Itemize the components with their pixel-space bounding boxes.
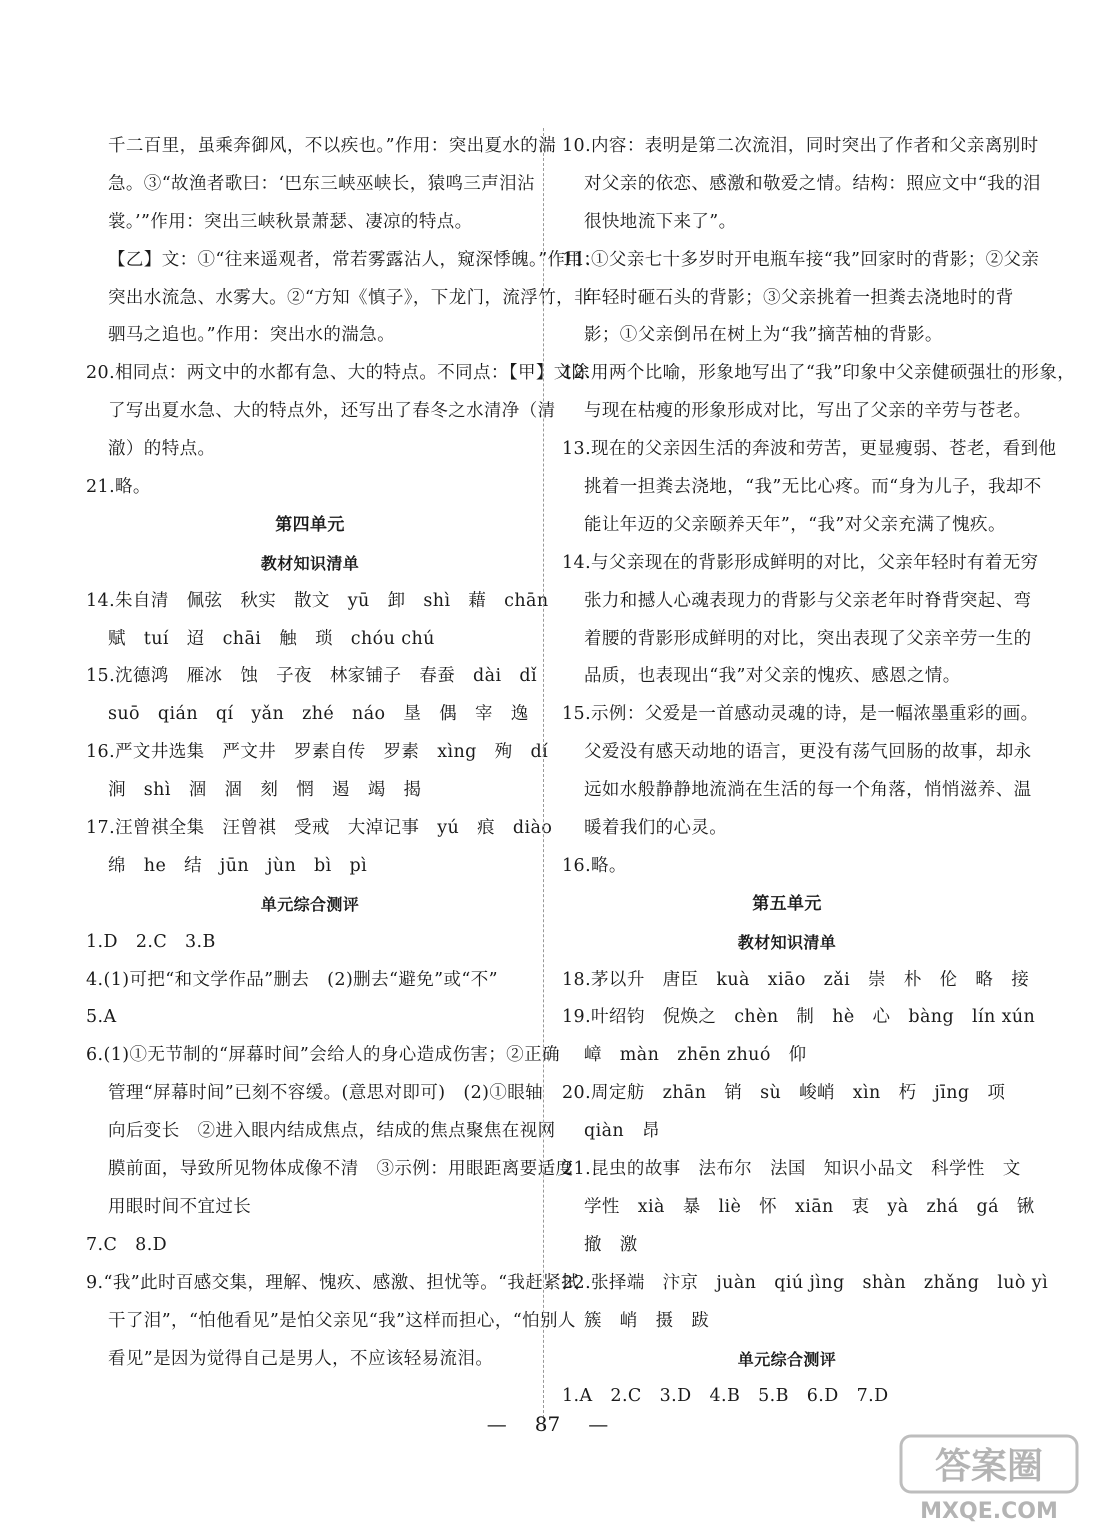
text-line: 20.相同点：两文中的水都有急、大的特点。不同点：【甲】文除	[86, 363, 590, 384]
text-line: 突出水流急、水雾大。②“方知《慎子》，下龙门，流浮竹，非	[108, 287, 592, 308]
text-line: 学性 xià 暴 liè 怀 xiān 衷 yà zhá gá 锹	[584, 1196, 1035, 1217]
text-line: 1.D 2.C 3.B	[86, 931, 216, 952]
column-divider	[543, 128, 545, 1428]
text-line: 驷马之追也。”作用：突出水的湍急。	[108, 325, 395, 346]
text-line: 11.①父亲七十多岁时开电瓶车接“我”回家时的背影；②父亲	[562, 249, 1040, 270]
text-line: 10.内容：表明是第二次流泪，同时突出了作者和父亲离别时	[562, 136, 1039, 156]
text-line: 6.(1)①无节制的“屏幕时间”会给人的身心造成伤害；②正确	[86, 1045, 560, 1066]
text-line: 挑着一担粪去浇地，“我”无比心疼。而“身为儿子，我却不	[584, 477, 1042, 498]
text-line: 赋 tuí 迢 chāi 触 琐 chóu chú	[108, 628, 435, 649]
text-line: 涧 shì 涸 涸 刻 惘 遏 竭 揭	[108, 780, 422, 801]
text-line: 15.示例：父爱是一首感动灵魂的诗，是一幅浓墨重彩的画。	[562, 704, 1039, 725]
text-line: 膜前面，导致所见物体成像不清 ③示例：用眼距离要适度	[108, 1159, 574, 1180]
text-line: 父爱没有感天动地的语言，更没有荡气回肠的故事，却永	[584, 742, 1032, 763]
text-line: 21.昆虫的故事 法布尔 法国 知识小品文 科学性 文	[562, 1159, 1021, 1180]
section-heading: 教材知识清单	[737, 932, 837, 952]
section-heading: 单元综合测评	[737, 1349, 837, 1369]
watermark-line1: 答案圈	[934, 1446, 1044, 1487]
text-line: 16.严文井选集 严文井 罗素自传 罗素 xìng 殉 dí	[86, 742, 549, 763]
text-line: 16.略。	[562, 855, 627, 876]
text-line: qiàn 昂	[584, 1121, 660, 1142]
watermark-logo	[899, 1434, 1079, 1526]
text-line: 14.与父亲现在的背影形成鲜明的对比，父亲年轻时有着无穷	[562, 552, 1039, 573]
text-line: 看见”是因为觉得自己是男人，不应该轻易流泪。	[108, 1348, 494, 1369]
text-line: 撤 激	[584, 1234, 638, 1255]
text-line: 7.C 8.D	[86, 1234, 168, 1255]
text-line: 18.茅以升 唐臣 kuà xiāo zǎi 崇 朴 伦 略 接	[562, 969, 1030, 990]
text-line: 17.汪曾祺全集 汪曾祺 受戒 大淖记事 yú 痕 diào	[86, 818, 553, 839]
text-line: 千二百里，虽乘奔御风，不以疾也。”作用：突出夏水的湍	[108, 136, 557, 156]
page-number-value: 87	[534, 1412, 561, 1436]
text-line: suō qián qí yǎn zhé náo 垦 偶 宰 逸	[108, 704, 529, 725]
text-line: 了写出夏水急、大的特点外，还写出了春冬之水清净（清	[108, 401, 556, 422]
text-line: 着腰的背影形成鲜明的对比，突出表现了父亲辛劳一生的	[584, 628, 1032, 649]
text-line: 【乙】文：①“往来遥观者，常若雾露沾人，窥深悸魄。”作用：	[108, 249, 602, 270]
watermark-line2: MXQE.COM	[920, 1499, 1058, 1524]
section-heading: 教材知识清单	[260, 553, 360, 573]
text-line: 12.用两个比喻，形象地写出了“我”印象中父亲健硕强壮的形象，	[562, 363, 1076, 384]
text-line: 22.张择端 汴京 juàn qiú jìng shàn zhǎng luò yì	[562, 1272, 1049, 1293]
text-line: 21.略。	[86, 477, 151, 498]
text-line: 1.A 2.C 3.D 4.B 5.B 6.D 7.D	[562, 1386, 889, 1407]
text-line: 用眼时间不宜过长	[108, 1196, 252, 1217]
text-line: 嶂 màn zhēn zhuó 仰	[584, 1045, 807, 1066]
text-line: 簇 峭 摄 跋	[584, 1310, 710, 1331]
text-line: 急。③“故渔者歌曰：‘巴东三峡巫峡长，猿鸣三声泪沾	[108, 173, 536, 194]
text-line: 14.朱自清 佩弦 秋实 散文 yū 卸 shì 藉 chān	[86, 590, 549, 611]
text-line: 绵 he 结 jūn jùn bì pì	[108, 855, 368, 876]
text-line: 9.“我”此时百感交集，理解、愧疚、感激、担忧等。“我赶紧拭	[86, 1272, 580, 1293]
text-line: 与现在枯瘦的形象形成对比，写出了父亲的辛劳与苍老。	[584, 401, 1032, 422]
text-line: 5.A	[86, 1007, 117, 1028]
text-line: 品质，也表现出“我”对父亲的愧疚、感恩之情。	[584, 666, 961, 687]
text-line: 暖着我们的心灵。	[584, 818, 728, 839]
text-line: 张力和撼人心魂表现力的背影与父亲老年时脊背突起、弯	[584, 590, 1032, 611]
text-line: 13.现在的父亲因生活的奔波和劳苦，更显瘦弱、苍老，看到他	[562, 439, 1057, 460]
text-line: 影；①父亲倒吊在树上为“我”摘苦柚的背影。	[584, 325, 943, 346]
text-line: 很快地流下来了”。	[584, 211, 737, 232]
section-heading: 第五单元	[752, 893, 822, 914]
text-line: 管理“屏幕时间”已刻不容缓。(意思对即可) (2)①眼轴	[108, 1083, 544, 1104]
text-line: 4.(1)可把“和文学作品”删去 (2)删去“避免”或“不”	[86, 969, 498, 990]
section-heading: 第四单元	[275, 514, 345, 535]
text-line: 20.周定舫 zhān 销 sù 峻峭 xìn 朽 jīng 项	[562, 1083, 1006, 1104]
text-line: 远如水般静静地流淌在生活的每一个角落，悄悄滋养、温	[584, 780, 1032, 801]
section-heading: 单元综合测评	[260, 894, 360, 914]
text-line: 澈）的特点。	[108, 439, 216, 460]
text-line: 对父亲的依恋、感激和敬爱之情。结构：照应文中“我的泪	[584, 173, 1041, 194]
right-column	[562, 128, 1076, 1416]
text-line: 19.叶绍钧 倪焕之 chèn 制 hè 心 bàng lín xún	[562, 1007, 1036, 1028]
text-line: 15.沈德鸿 雁冰 蚀 子夜 林家铺子 春蚕 dài dǐ	[86, 666, 537, 687]
text-line: 能让年迈的父亲颐养天年”，“我”对父亲充满了愧疚。	[584, 514, 1006, 535]
page-number: — 87 —	[486, 1412, 609, 1436]
text-line: 裳。’”作用：突出三峡秋景萧瑟、凄凉的特点。	[108, 211, 473, 232]
text-line: 干了泪”，“怕他看见”是怕父亲见“我”这样而担心，“怕别人	[108, 1310, 576, 1331]
text-line: 年轻时砸石头的背影；③父亲挑着一担粪去浇地时的背	[584, 287, 1014, 308]
text-line: 向后变长 ②进入眼内结成焦点，结成的焦点聚焦在视网	[108, 1121, 556, 1142]
